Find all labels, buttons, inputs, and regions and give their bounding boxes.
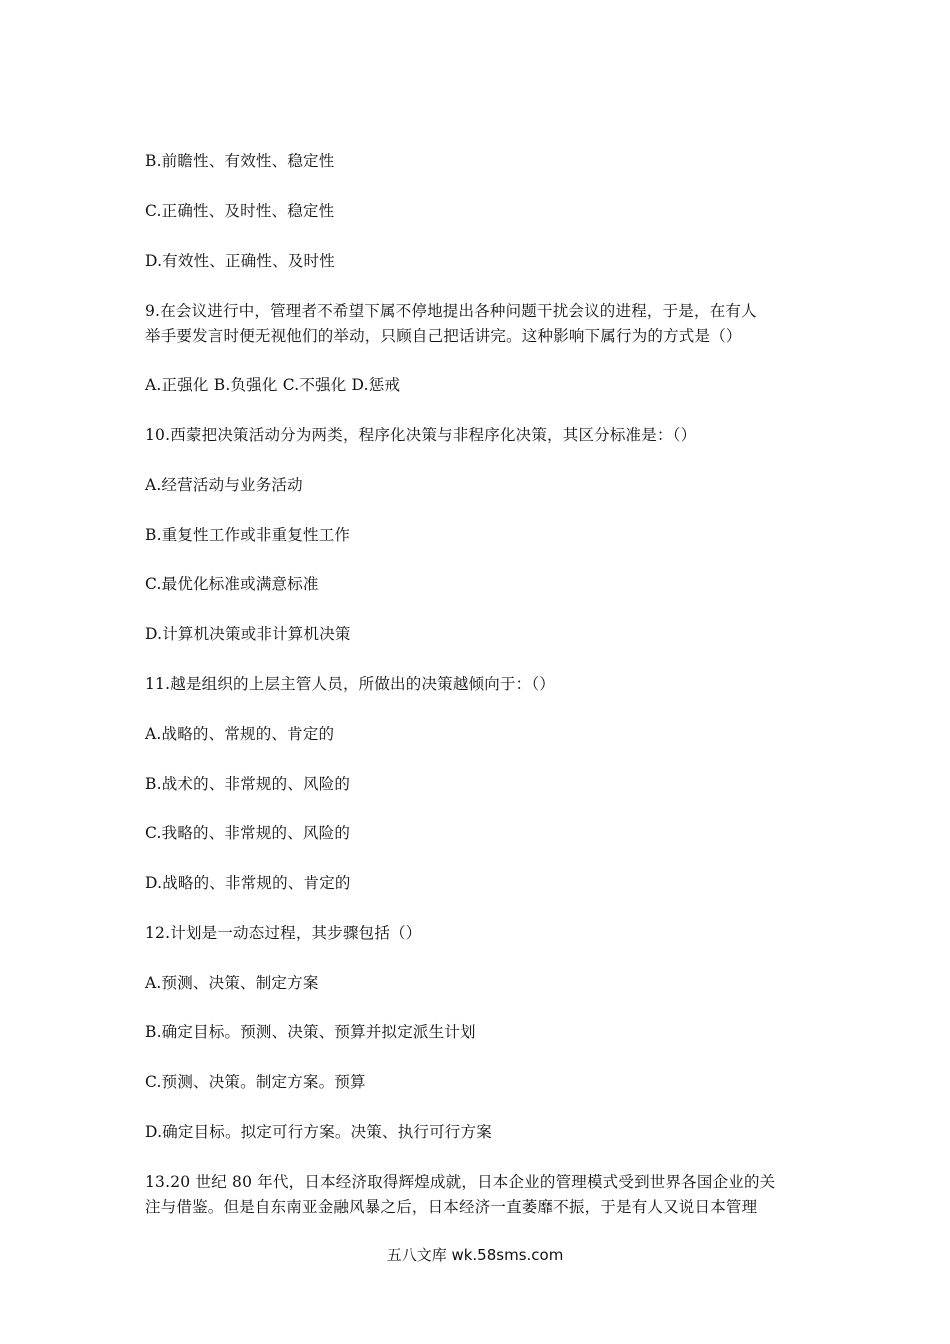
option-12a: A.预测、决策、制定方案 — [145, 974, 319, 992]
option-12b: B.确定目标。预测、决策、预算并拟定派生计划 — [145, 1023, 476, 1041]
footer-watermark: 五八文库 wk.58sms.com — [386, 1246, 564, 1264]
question-13-line-1: 13.20 世纪 80 年代，日本经济取得辉煌成就，日本企业的管理模式受到世界各国企业的关 — [145, 1173, 776, 1191]
option-8b: B.前瞻性、有效性、稳定性 — [145, 152, 335, 170]
question-13-line-2: 注与借鉴。但是自东南亚金融风暴之后，日本经济一直萎靡不振，于是有人又说日本管理 — [145, 1198, 758, 1216]
option-8d: D.有效性、正确性、及时性 — [145, 252, 335, 270]
option-10b: B.重复性工作或非重复性工作 — [145, 526, 351, 544]
option-11c: C.我略的、非常规的、风险的 — [145, 824, 351, 842]
option-11b: B.战术的、非常规的、风险的 — [145, 775, 351, 793]
question-9-line-1: 9.在会议进行中，管理者不希望下属不停地提出各种问题干扰会议的进程，于是，在有人 — [145, 302, 757, 320]
option-10c: C.最优化标准或满意标准 — [145, 575, 319, 593]
option-12c: C.预测、决策。制定方案。预算 — [145, 1073, 366, 1091]
option-10a: A.经营活动与业务活动 — [145, 476, 303, 494]
option-8c: C.正确性、及时性、稳定性 — [145, 202, 335, 220]
question-12: 12.计划是一动态过程，其步骤包括（） — [145, 924, 422, 942]
option-11a: A.战略的、常规的、肯定的 — [145, 725, 335, 743]
question-10: 10.西蒙把决策活动分为两类，程序化决策与非程序化决策，其区分标准是：（） — [145, 426, 697, 444]
option-11d: D.战略的、非常规的、肯定的 — [145, 874, 351, 892]
question-9-line-2: 举手要发言时便无视他们的举动，只顾自己把话讲完。这种影响下属行为的方式是（） — [145, 327, 742, 345]
option-12d: D.确定目标。拟定可行方案。决策、执行可行方案 — [145, 1123, 492, 1141]
options-9: A.正强化 B.负强化 C.不强化 D.惩戒 — [145, 376, 401, 394]
question-11: 11.越是组织的上层主管人员，所做出的决策越倾向于：（） — [145, 675, 556, 693]
option-10d: D.计算机决策或非计算机决策 — [145, 625, 351, 643]
